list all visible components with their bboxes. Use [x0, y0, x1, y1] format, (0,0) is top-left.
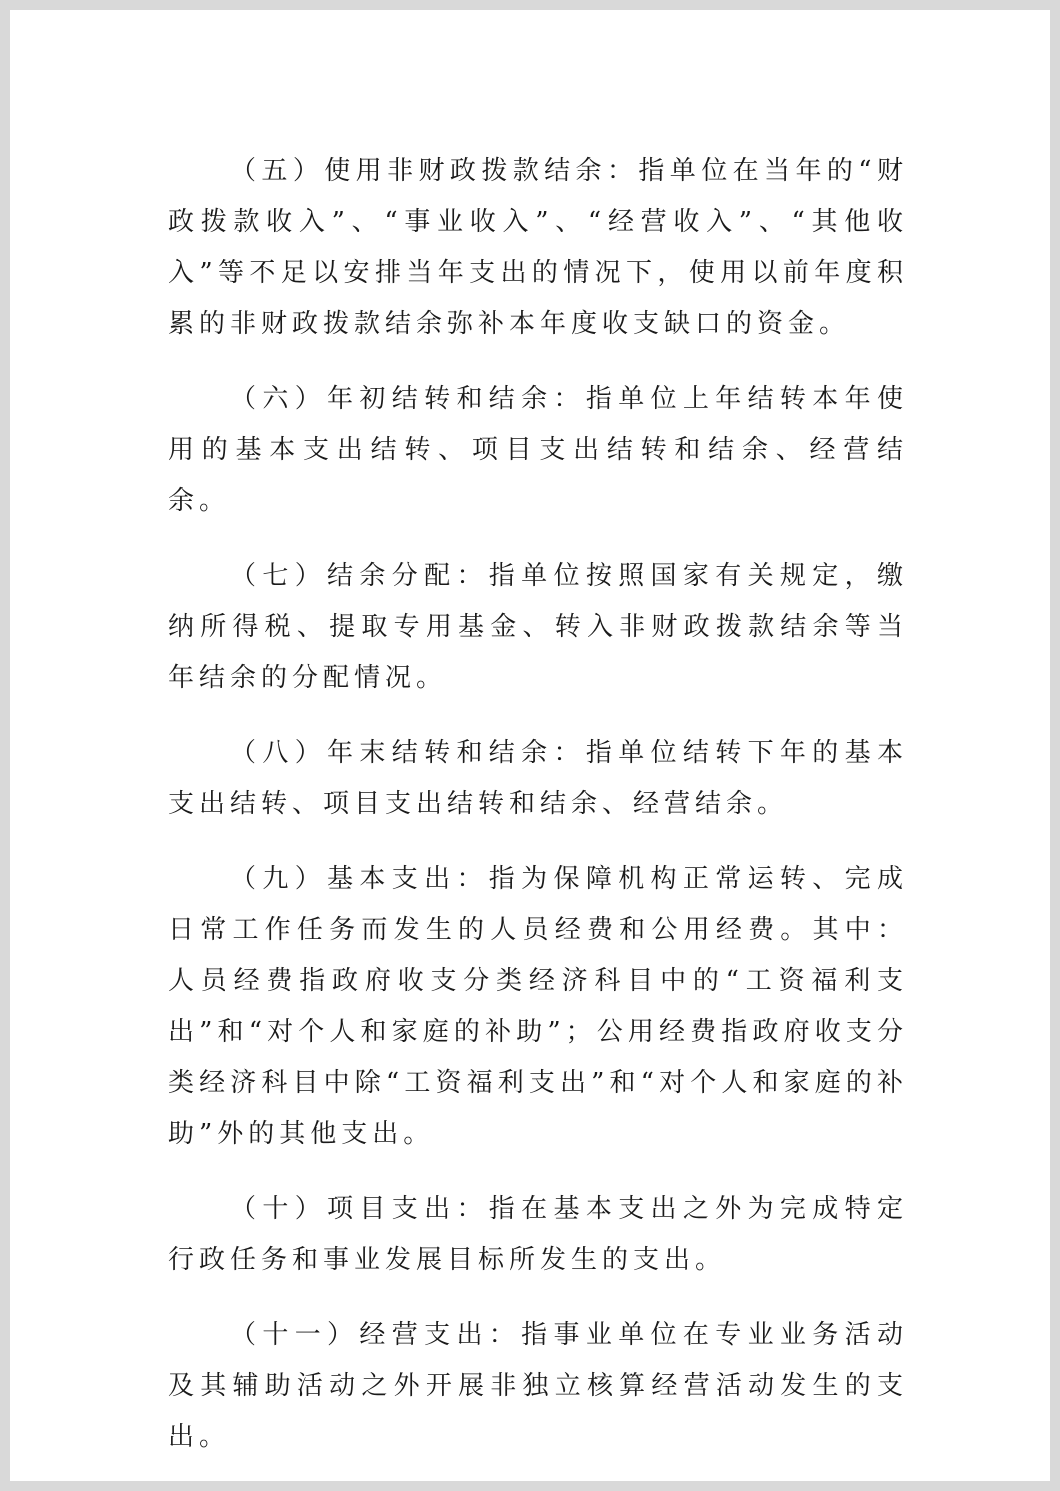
paragraph-11: （十一）经营支出：指事业单位在专业业务活动及其辅助活动之外开展非独立核算经营活动发生的支出。	[168, 1320, 908, 1452]
paragraph-8: （八）年末结转和结余：指单位结转下年的基本支出结转、项目支出结转和结余、经营结余。	[168, 738, 908, 819]
paragraph-5: （五）使用非财政拨款结余：指单位在当年的“财政拨款收入”、“事业收入”、“经营收入”、“其他收入”等不足以安排当年支出的情况下，使用以前年度积累的非财政拨款结余弥补本年度收支缺口的资金。	[168, 156, 908, 339]
document-body	[168, 146, 908, 1487]
paragraph-6: （六）年初结转和结余：指单位上年结转本年使用的基本支出结转、项目支出结转和结余、经营结余。	[168, 384, 908, 516]
paragraph-7: （七）结余分配：指单位按照国家有关规定，缴纳所得税、提取专用基金、转入非财政拨款结余等当年结余的分配情况。	[168, 561, 908, 693]
document-page	[10, 10, 1050, 1481]
paragraph-10: （十）项目支出：指在基本支出之外为完成特定行政任务和事业发展目标所发生的支出。	[168, 1194, 908, 1275]
paragraph-9: （九）基本支出：指为保障机构正常运转、完成日常工作任务而发生的人员经费和公用经费。其中：人员经费指政府收支分类经济科目中的“工资福利支出”和“对个人和家庭的补助”；公用经费指政府收支分类经济科目中除“工资福利支出”和“对个人和家庭的补助”外的其他支出。	[168, 864, 908, 1149]
